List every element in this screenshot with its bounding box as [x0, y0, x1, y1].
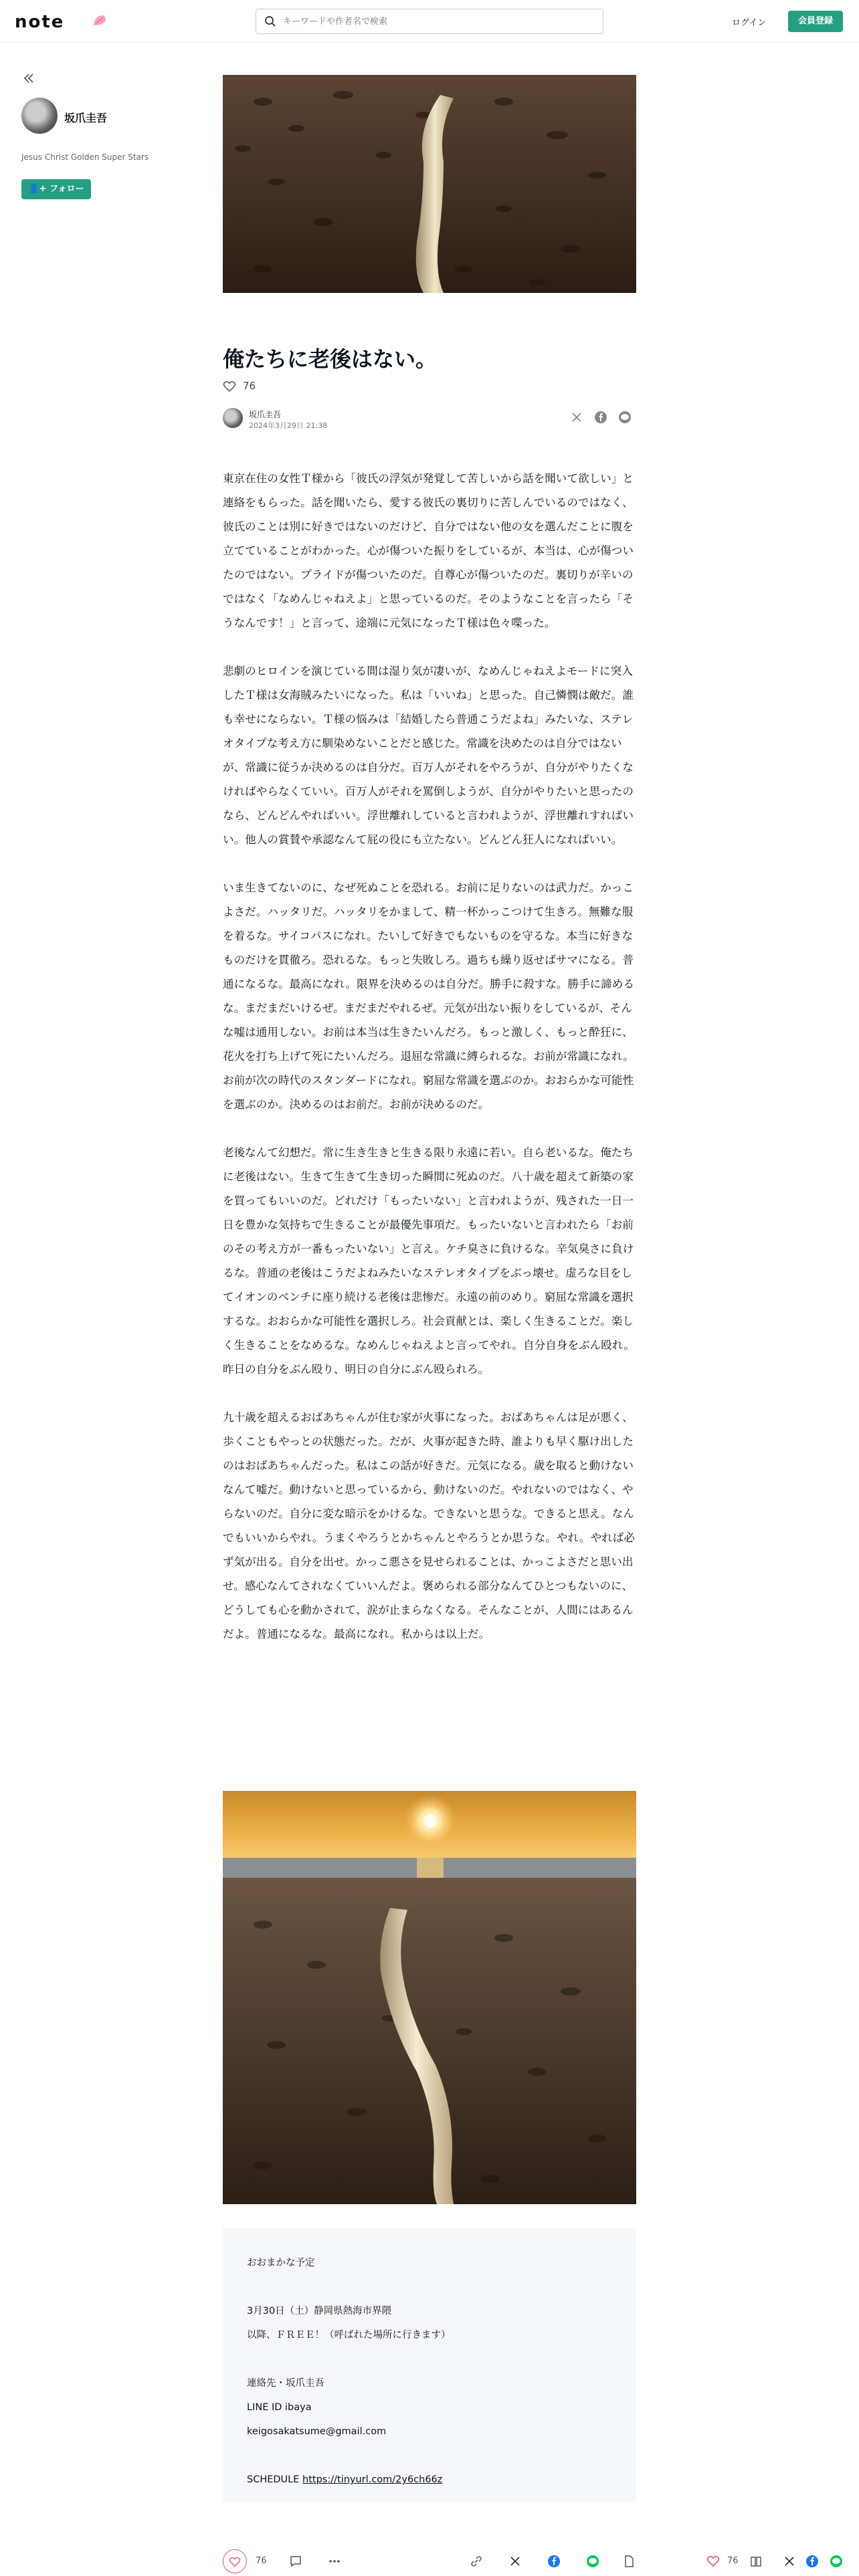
author-bio: Jesus Christ Golden Super Stars	[21, 152, 149, 162]
sunset-photo	[223, 1791, 636, 2204]
paragraph: 九十歳を超えるおばあちゃんが住む家が火事になった。おばあちゃんは足が悪く、歩くこともやっとの状態だった。だが、火事が起きた時、誰よりも早く駆け出したのはおばあちゃんだった。私はこの話が好きだ。元気になる。歳を取ると動けないなんて嘘だ。動けないと思っているから、動けないのだ。やれないのではなく、やらないのだ。自分に変な暗示をかけるな。できないと思うな。できると思え。なんでもいいからやれ。うまくやろうとかちゃんとやろうとか思うな。やれ。やれば必ず気が出る。自分を出せ。かっこ悪さを見せられることは、かっこよさだと思い出せ。感心なんてされなくていいんだよ。褒められる部分なんてひとつもないのに、どうしても心を動かされて、涙が止まらなくなる。そんなことが、人間にはあるんだよ。普通になるな。最高になれ。私からは以上だ。	[223, 1411, 635, 1640]
info-line: 3月30日（土）静岡県熱海市界隈	[247, 2306, 392, 2317]
follow-button[interactable]	[21, 179, 91, 199]
article-body	[223, 467, 636, 1671]
heart-icon[interactable]	[223, 380, 236, 393]
login-link[interactable]: ログイン	[732, 18, 767, 28]
paragraph: いま生きてないのに、なぜ死ぬことを恐れる。お前に足りないのは武力だ。かっこよさだ。ハッタリだ。ハッタリをかまして、精一杯かっこつけて生きろ。無難な服を着るな。サイコパスになれ。たいして好きでもないものを守るな。本当に好きなものだけを貫徹ろ。恐れるな。もっと失敗しろ。過ちも繰り返せばサマになる。普通になるな。最高になれ。限界を決めるのは自分だ。勝手に殺すな。勝手に諦めるな。まだまだいけるぜ。まだまだやれるぜ。元気が出ない振りをしているが、そんな嘘は通用しない。お前は本当は生きたいんだろ。もっと激しく、もっと酔狂に、花火を打ち上げて死にたいんだろ。退屈な常識に縛られるな。お前が常識になれ。お前が次の時代のスタンダードになれ。窮屈な常識を選ぶのか。おおらかな可能性を選ぶのか。決めるのはお前だ。お前が決めるのだ。	[223, 881, 634, 1111]
paragraph: 悲劇のヒロインを演じている間は湿り気が凄いが、なめんじゃねえよモードに突入したＴ様は女海賊みたいになった。私は「いいね」と思った。自己憐憫は敵だ。誰も幸せにならない。Ｔ様の悩みは「結婚したら普通こうだよね」みたいな、ステレオタイプな考え方に馴染めないことだと感じた。常識を決めたのは自分ではないが、常識に従うか決めるのは自分だ。百万人がそれをやろうが、自分がやりたくなければやらなくていい。百万人がそれを罵倒しようが、自分がやりたいと思ったのなら、どんどんやればいい。浮世離れしていると言われようが、浮世離れすればいい。他人の賞賛や承認なんて屁の役にも立たない。どんどん狂人になればいい。	[223, 665, 634, 846]
article-title: 俺たちに老後はない。	[223, 346, 438, 372]
line-id: LINE ID ibaya	[247, 2402, 312, 2413]
paragraph: 東京在住の女性Ｔ様から「彼氏の浮気が発覚して苦しいから話を聞いて欲しい」と連絡をもらった。話を聞いたら、愛する彼氏の裏切りに苦しんでいるのではなく、彼氏のことは別に好きではないのだけど、自分ではない他の女を選んだことに腹を立てていることがわかった。心が傷ついた振りをしているが、本当は、心が傷ついたのではない。プライドが傷ついたのだ。自尊心が傷ついたのだ。裏切りが辛いのではなく「なめんじゃねえよ」と思っているのだ。そのようなことを言ったら「そうなんです！」と言って、途端に元気になったＴ様は色々喋った。	[223, 472, 634, 629]
info-heading: おおまかな予定	[247, 2258, 315, 2268]
contact-email: keigosakatsume@gmail.com	[247, 2426, 387, 2437]
paragraph: 老後なんて幻想だ。常に生き生きと生きる限り永遠に若い。自ら老いるな。俺たちに老後はない。生きて生きて生き切った瞬間に死ぬのだ。八十歳を超えて新築の家を買ってもいいのだ。どれだけ「もったいない」と言われようが、残された一日一日を豊かな気持ちで生きることが最優先事項だ。もったいないと言われたら「お前のその考え方が一番もったいない」と言え。ケチ臭さに負けるな。辛気臭さに負けるな。普通の老後はこうだよねみたいなステレオタイプをぶっ壊せ。虚ろな目をしてイオンのベンチに座り続ける老後は悲惨だ。永遠の前のめり。窮屈な常識を選択するな。おおらかな可能性を選択しろ。社会貢献とは、楽しく生きることだ。楽しく生きることをなめるな。なめんじゃねえよと言ってやれ。自分自身をぶん殴れ。昨日の自分をぶん殴り、明日の自分にぶん殴られろ。	[223, 1146, 635, 1376]
site-header	[0, 0, 859, 43]
signup-button[interactable]: 会員登録	[788, 11, 843, 32]
hero-image	[223, 75, 636, 293]
line-share-icon[interactable]	[586, 2555, 599, 2568]
search-input[interactable]	[283, 15, 591, 28]
like-count-right: 76	[727, 2556, 739, 2566]
publish-date: 2024年3月29日 21:38	[249, 421, 328, 430]
x-share-icon[interactable]	[783, 2555, 796, 2568]
byline-avatar[interactable]	[223, 408, 243, 428]
heart-icon[interactable]	[706, 2555, 720, 2568]
magazine-add-icon[interactable]	[749, 2555, 763, 2568]
schedule-label: SCHEDULE	[247, 2474, 303, 2485]
facebook-share-icon[interactable]	[547, 2555, 561, 2568]
share-icons-top	[570, 411, 637, 425]
logo-mark-icon	[92, 13, 107, 27]
bottom-action-bar	[0, 2541, 859, 2576]
contact-label: 連絡先・坂爪圭吾	[247, 2378, 324, 2389]
schedule-info-box	[223, 2228, 636, 2502]
search-box[interactable]	[256, 9, 603, 34]
author-avatar[interactable]	[21, 98, 58, 134]
like-count: 76	[243, 380, 256, 392]
schedule-link[interactable]: https://tinyurl.com/2y6ch66z	[302, 2474, 443, 2485]
link-copy-icon[interactable]	[470, 2555, 483, 2568]
byline-author[interactable]: 坂爪圭吾	[249, 410, 282, 419]
line-share-icon[interactable]	[618, 411, 632, 424]
bottom-like-count: 76	[256, 2556, 267, 2566]
collapse-sidebar-icon[interactable]	[23, 72, 35, 84]
facebook-share-icon[interactable]	[805, 2555, 819, 2568]
like-button[interactable]	[223, 2549, 247, 2573]
more-options-icon[interactable]	[328, 2555, 341, 2568]
info-line: 以降、ＦＲＥＥ！（呼ばれた場所に行きます）	[247, 2330, 451, 2341]
x-share-icon[interactable]	[508, 2555, 522, 2568]
author-name[interactable]: 坂爪圭吾	[64, 112, 108, 124]
heart-icon	[229, 2556, 241, 2568]
sunset-driftwood-image	[223, 1791, 636, 2204]
search-icon	[264, 15, 276, 27]
line-share-icon[interactable]	[830, 2555, 843, 2568]
beach-driftwood-image	[223, 75, 636, 293]
schedule-row	[247, 2468, 612, 2492]
note-logo[interactable]: note	[15, 12, 65, 32]
facebook-share-icon[interactable]	[594, 411, 607, 424]
x-share-icon[interactable]	[570, 411, 583, 424]
comment-icon[interactable]	[289, 2555, 302, 2568]
follow-label: フォロー	[50, 184, 84, 194]
user-plus-icon: 👤+	[28, 184, 47, 194]
embed-icon[interactable]	[622, 2555, 636, 2568]
